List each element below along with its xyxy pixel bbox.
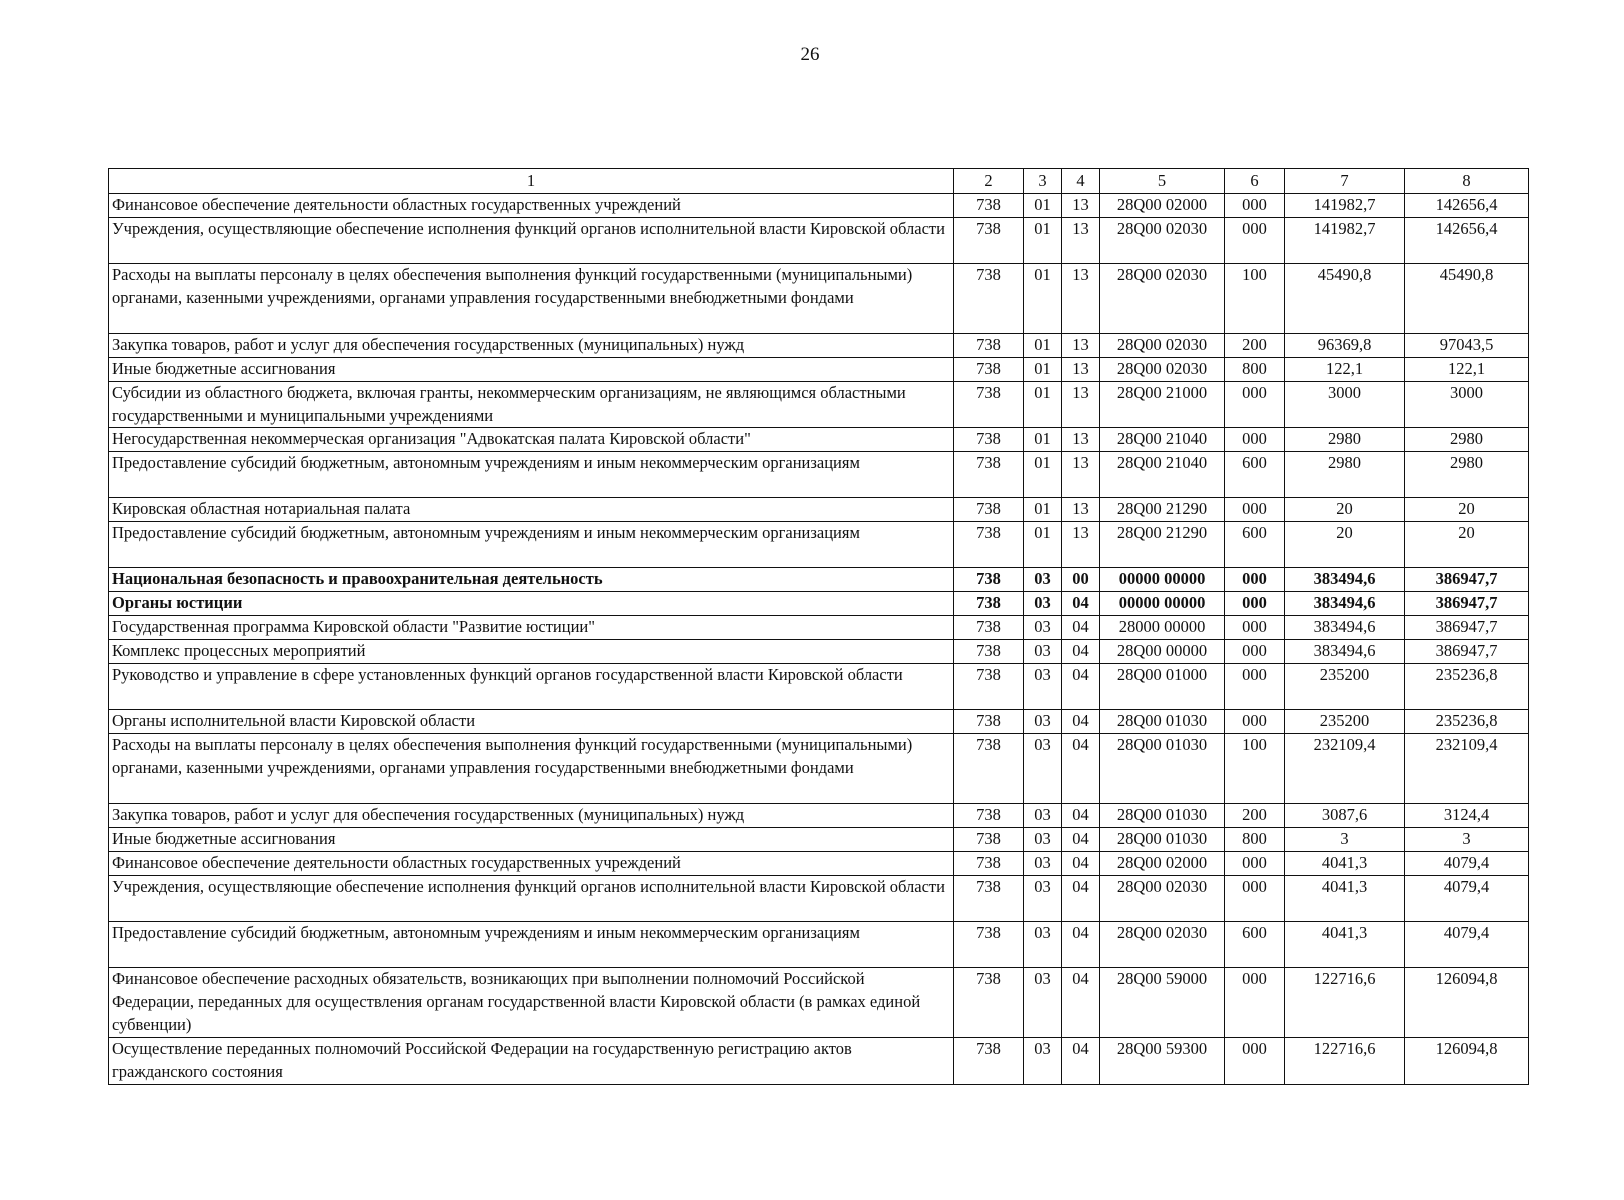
cell-col6: 000: [1225, 852, 1285, 876]
table-row: [109, 357, 1529, 381]
cell-col5: 28Q00 21040: [1100, 428, 1225, 452]
cell-col3: 01: [1024, 498, 1062, 522]
cell-col7: 141982,7: [1285, 217, 1405, 263]
cell-col5: 28Q00 02030: [1100, 876, 1225, 922]
column-header-2: 2: [954, 169, 1024, 194]
cell-col4: 04: [1062, 1038, 1100, 1085]
page-number: 26: [800, 44, 820, 65]
cell-col5: 00000 00000: [1100, 592, 1225, 616]
cell-col4: 13: [1062, 381, 1100, 428]
cell-name: Органы юстиции: [109, 592, 954, 616]
cell-col4: 04: [1062, 804, 1100, 828]
table-row: [109, 640, 1529, 664]
table-row: [109, 217, 1529, 263]
cell-col7: 45490,8: [1285, 263, 1405, 333]
cell-col7: 383494,6: [1285, 616, 1405, 640]
cell-name: Расходы на выплаты персоналу в целях обеспечения выполнения функций государственными (муниципальными) органами, казенными учреждениями, органами управления государственными внебюджетными фондами: [109, 263, 954, 333]
cell-col5: 28Q00 02030: [1100, 217, 1225, 263]
cell-col8: 386947,7: [1405, 592, 1529, 616]
cell-col3: 03: [1024, 640, 1062, 664]
cell-col5: 28Q00 00000: [1100, 640, 1225, 664]
cell-name: Иные бюджетные ассигнования: [109, 828, 954, 852]
cell-col8: 126094,8: [1405, 968, 1529, 1038]
table-row: [109, 876, 1529, 922]
cell-col6: 600: [1225, 922, 1285, 968]
cell-col3: 03: [1024, 664, 1062, 710]
cell-col5: 28Q00 02030: [1100, 357, 1225, 381]
cell-col4: 13: [1062, 498, 1100, 522]
cell-name: Органы исполнительной власти Кировской области: [109, 710, 954, 734]
cell-col6: 000: [1225, 710, 1285, 734]
cell-name: Комплекс процессных мероприятий: [109, 640, 954, 664]
cell-col3: 03: [1024, 710, 1062, 734]
cell-col8: 3124,4: [1405, 804, 1529, 828]
cell-col3: 01: [1024, 381, 1062, 428]
cell-col5: 28Q00 01030: [1100, 710, 1225, 734]
cell-name: Расходы на выплаты персоналу в целях обеспечения выполнения функций государственными (муниципальными) органами, казенными учреждениями, органами управления государственными внебюджетными фондами: [109, 734, 954, 804]
cell-col8: 3000: [1405, 381, 1529, 428]
cell-col4: 13: [1062, 357, 1100, 381]
cell-name: Предоставление субсидий бюджетным, автономным учреждениям и иным некоммерческим организациям: [109, 922, 954, 968]
cell-col2: 738: [954, 876, 1024, 922]
cell-col2: 738: [954, 522, 1024, 568]
cell-name: Закупка товаров, работ и услуг для обеспечения государственных (муниципальных) нужд: [109, 333, 954, 357]
cell-col4: 04: [1062, 734, 1100, 804]
cell-col3: 03: [1024, 852, 1062, 876]
cell-col2: 738: [954, 640, 1024, 664]
cell-name: Кировская областная нотариальная палата: [109, 498, 954, 522]
cell-col6: 000: [1225, 616, 1285, 640]
cell-name: Закупка товаров, работ и услуг для обеспечения государственных (муниципальных) нужд: [109, 804, 954, 828]
cell-col4: 13: [1062, 452, 1100, 498]
budget-table: [108, 168, 1529, 1085]
cell-col2: 738: [954, 616, 1024, 640]
cell-name: Руководство и управление в сфере установленных функций органов государственной власти Кировской области: [109, 664, 954, 710]
cell-col5: 28Q00 02030: [1100, 333, 1225, 357]
cell-col5: 28Q00 02030: [1100, 922, 1225, 968]
cell-col3: 03: [1024, 922, 1062, 968]
cell-col8: 45490,8: [1405, 263, 1529, 333]
cell-col3: 03: [1024, 828, 1062, 852]
cell-col7: 232109,4: [1285, 734, 1405, 804]
table-row: [109, 522, 1529, 568]
cell-col6: 000: [1225, 876, 1285, 922]
cell-col6: 600: [1225, 522, 1285, 568]
cell-col4: 04: [1062, 640, 1100, 664]
cell-col4: 04: [1062, 592, 1100, 616]
cell-col7: 141982,7: [1285, 193, 1405, 217]
cell-col8: 97043,5: [1405, 333, 1529, 357]
cell-name: Учреждения, осуществляющие обеспечение исполнения функций органов исполнительной власти Кировской области: [109, 217, 954, 263]
cell-col3: 03: [1024, 968, 1062, 1038]
cell-col5: 28Q00 02000: [1100, 852, 1225, 876]
cell-col2: 738: [954, 193, 1024, 217]
table-row: [109, 968, 1529, 1038]
cell-col6: 000: [1225, 640, 1285, 664]
cell-col6: 000: [1225, 428, 1285, 452]
cell-col6: 000: [1225, 381, 1285, 428]
cell-col2: 738: [954, 664, 1024, 710]
cell-col8: 122,1: [1405, 357, 1529, 381]
column-header-8: 8: [1405, 169, 1529, 194]
column-header-5: 5: [1100, 169, 1225, 194]
cell-col8: 126094,8: [1405, 1038, 1529, 1085]
cell-col4: 04: [1062, 616, 1100, 640]
cell-col7: 235200: [1285, 710, 1405, 734]
cell-col8: 142656,4: [1405, 217, 1529, 263]
cell-col6: 000: [1225, 968, 1285, 1038]
table-row: [109, 804, 1529, 828]
cell-col4: 04: [1062, 710, 1100, 734]
cell-col2: 738: [954, 592, 1024, 616]
cell-col2: 738: [954, 498, 1024, 522]
cell-col3: 01: [1024, 428, 1062, 452]
cell-col5: 28Q00 21000: [1100, 381, 1225, 428]
cell-col7: 3: [1285, 828, 1405, 852]
cell-col8: 386947,7: [1405, 568, 1529, 592]
cell-col8: 20: [1405, 522, 1529, 568]
cell-col3: 03: [1024, 592, 1062, 616]
cell-col7: 122716,6: [1285, 1038, 1405, 1085]
cell-col4: 04: [1062, 664, 1100, 710]
cell-col7: 4041,3: [1285, 852, 1405, 876]
cell-col2: 738: [954, 217, 1024, 263]
cell-name: Предоставление субсидий бюджетным, автономным учреждениям и иным некоммерческим организациям: [109, 522, 954, 568]
cell-col6: 800: [1225, 357, 1285, 381]
cell-col3: 01: [1024, 357, 1062, 381]
cell-col5: 28Q00 01030: [1100, 734, 1225, 804]
table-row: [109, 428, 1529, 452]
cell-col4: 04: [1062, 828, 1100, 852]
cell-col6: 000: [1225, 664, 1285, 710]
cell-col2: 738: [954, 922, 1024, 968]
cell-col7: 4041,3: [1285, 876, 1405, 922]
cell-col7: 2980: [1285, 428, 1405, 452]
table-row: [109, 381, 1529, 428]
cell-col6: 000: [1225, 193, 1285, 217]
cell-col2: 738: [954, 852, 1024, 876]
table-row: [109, 664, 1529, 710]
cell-col7: 4041,3: [1285, 922, 1405, 968]
cell-col8: 4079,4: [1405, 852, 1529, 876]
cell-col7: 20: [1285, 522, 1405, 568]
cell-col3: 03: [1024, 804, 1062, 828]
cell-col6: 800: [1225, 828, 1285, 852]
table-row: [109, 263, 1529, 333]
table-row: [109, 710, 1529, 734]
table-row: [109, 592, 1529, 616]
column-header-4: 4: [1062, 169, 1100, 194]
table-row: [109, 852, 1529, 876]
cell-col5: 28Q00 01030: [1100, 828, 1225, 852]
cell-name: Осуществление переданных полномочий Российской Федерации на государственную регистрацию актов гражданского состояния: [109, 1038, 954, 1085]
cell-col5: 00000 00000: [1100, 568, 1225, 592]
cell-col4: 13: [1062, 522, 1100, 568]
column-header-3: 3: [1024, 169, 1062, 194]
cell-name: Финансовое обеспечение расходных обязательств, возникающих при выполнении полномочий Российской Федерации, переданных для осуществления органам государственной власти Кировской области (в рамках единой субвенции): [109, 968, 954, 1038]
cell-col6: 200: [1225, 804, 1285, 828]
cell-col6: 100: [1225, 734, 1285, 804]
cell-col7: 383494,6: [1285, 592, 1405, 616]
cell-col3: 01: [1024, 333, 1062, 357]
cell-name: Иные бюджетные ассигнования: [109, 357, 954, 381]
column-header-7: 7: [1285, 169, 1405, 194]
cell-col5: 28Q00 02030: [1100, 263, 1225, 333]
cell-col7: 3087,6: [1285, 804, 1405, 828]
cell-col6: 000: [1225, 568, 1285, 592]
cell-col8: 386947,7: [1405, 640, 1529, 664]
cell-col6: 100: [1225, 263, 1285, 333]
table-row: [109, 568, 1529, 592]
cell-name: Учреждения, осуществляющие обеспечение исполнения функций органов исполнительной власти Кировской области: [109, 876, 954, 922]
cell-col6: 000: [1225, 217, 1285, 263]
cell-col5: 28Q00 02000: [1100, 193, 1225, 217]
cell-col5: 28Q00 21290: [1100, 498, 1225, 522]
cell-name: Финансовое обеспечение деятельности областных государственных учреждений: [109, 193, 954, 217]
cell-col7: 235200: [1285, 664, 1405, 710]
cell-col7: 122,1: [1285, 357, 1405, 381]
table-row: [109, 922, 1529, 968]
table-header-row: [109, 169, 1529, 194]
cell-col8: 235236,8: [1405, 664, 1529, 710]
cell-col8: 142656,4: [1405, 193, 1529, 217]
cell-col2: 738: [954, 710, 1024, 734]
cell-col4: 04: [1062, 876, 1100, 922]
cell-col2: 738: [954, 734, 1024, 804]
cell-col5: 28Q00 21040: [1100, 452, 1225, 498]
cell-col3: 03: [1024, 1038, 1062, 1085]
cell-col3: 01: [1024, 263, 1062, 333]
cell-name: Финансовое обеспечение деятельности областных государственных учреждений: [109, 852, 954, 876]
cell-col4: 13: [1062, 263, 1100, 333]
cell-name: Национальная безопасность и правоохранительная деятельность: [109, 568, 954, 592]
table-row: [109, 1038, 1529, 1085]
table-body: [109, 193, 1529, 1084]
cell-col2: 738: [954, 357, 1024, 381]
cell-col7: 383494,6: [1285, 640, 1405, 664]
cell-col8: 235236,8: [1405, 710, 1529, 734]
cell-col5: 28Q00 59000: [1100, 968, 1225, 1038]
cell-col2: 738: [954, 568, 1024, 592]
cell-name: Государственная программа Кировской области "Развитие юстиции": [109, 616, 954, 640]
cell-col5: 28000 00000: [1100, 616, 1225, 640]
cell-col3: 01: [1024, 522, 1062, 568]
cell-col7: 20: [1285, 498, 1405, 522]
cell-col2: 738: [954, 263, 1024, 333]
table-row: [109, 193, 1529, 217]
cell-col4: 00: [1062, 568, 1100, 592]
cell-col4: 13: [1062, 333, 1100, 357]
cell-col4: 13: [1062, 193, 1100, 217]
column-header-1: 1: [109, 169, 954, 194]
cell-col7: 383494,6: [1285, 568, 1405, 592]
table-row: [109, 734, 1529, 804]
cell-col8: 232109,4: [1405, 734, 1529, 804]
cell-col6: 200: [1225, 333, 1285, 357]
cell-col5: 28Q00 59300: [1100, 1038, 1225, 1085]
cell-name: Предоставление субсидий бюджетным, автономным учреждениям и иным некоммерческим организациям: [109, 452, 954, 498]
cell-col2: 738: [954, 333, 1024, 357]
table-row: [109, 616, 1529, 640]
cell-col7: 3000: [1285, 381, 1405, 428]
cell-col2: 738: [954, 804, 1024, 828]
table-row: [109, 333, 1529, 357]
cell-col8: 2980: [1405, 452, 1529, 498]
cell-col5: 28Q00 01000: [1100, 664, 1225, 710]
cell-col7: 96369,8: [1285, 333, 1405, 357]
cell-name: Субсидии из областного бюджета, включая гранты, некоммерческим организациям, не являющимся областными государственными и муниципальными учреждениями: [109, 381, 954, 428]
cell-col2: 738: [954, 452, 1024, 498]
cell-name: Негосударственная некоммерческая организация "Адвокатская палата Кировской области": [109, 428, 954, 452]
cell-col8: 2980: [1405, 428, 1529, 452]
cell-col6: 000: [1225, 592, 1285, 616]
cell-col3: 03: [1024, 616, 1062, 640]
cell-col7: 2980: [1285, 452, 1405, 498]
table-row: [109, 828, 1529, 852]
cell-col4: 04: [1062, 852, 1100, 876]
cell-col8: 4079,4: [1405, 922, 1529, 968]
cell-col6: 600: [1225, 452, 1285, 498]
cell-col5: 28Q00 01030: [1100, 804, 1225, 828]
cell-col7: 122716,6: [1285, 968, 1405, 1038]
cell-col2: 738: [954, 428, 1024, 452]
column-header-6: 6: [1225, 169, 1285, 194]
cell-col3: 03: [1024, 876, 1062, 922]
cell-col6: 000: [1225, 498, 1285, 522]
table-row: [109, 498, 1529, 522]
cell-col2: 738: [954, 381, 1024, 428]
cell-col2: 738: [954, 828, 1024, 852]
cell-col3: 01: [1024, 193, 1062, 217]
cell-col3: 01: [1024, 452, 1062, 498]
cell-col8: 386947,7: [1405, 616, 1529, 640]
cell-col4: 04: [1062, 968, 1100, 1038]
cell-col8: 3: [1405, 828, 1529, 852]
cell-col4: 13: [1062, 428, 1100, 452]
cell-col3: 01: [1024, 217, 1062, 263]
table-row: [109, 452, 1529, 498]
cell-col4: 04: [1062, 922, 1100, 968]
cell-col5: 28Q00 21290: [1100, 522, 1225, 568]
cell-col3: 03: [1024, 734, 1062, 804]
cell-col3: 03: [1024, 568, 1062, 592]
cell-col2: 738: [954, 1038, 1024, 1085]
cell-col8: 20: [1405, 498, 1529, 522]
cell-col8: 4079,4: [1405, 876, 1529, 922]
cell-col4: 13: [1062, 217, 1100, 263]
cell-col6: 000: [1225, 1038, 1285, 1085]
cell-col2: 738: [954, 968, 1024, 1038]
